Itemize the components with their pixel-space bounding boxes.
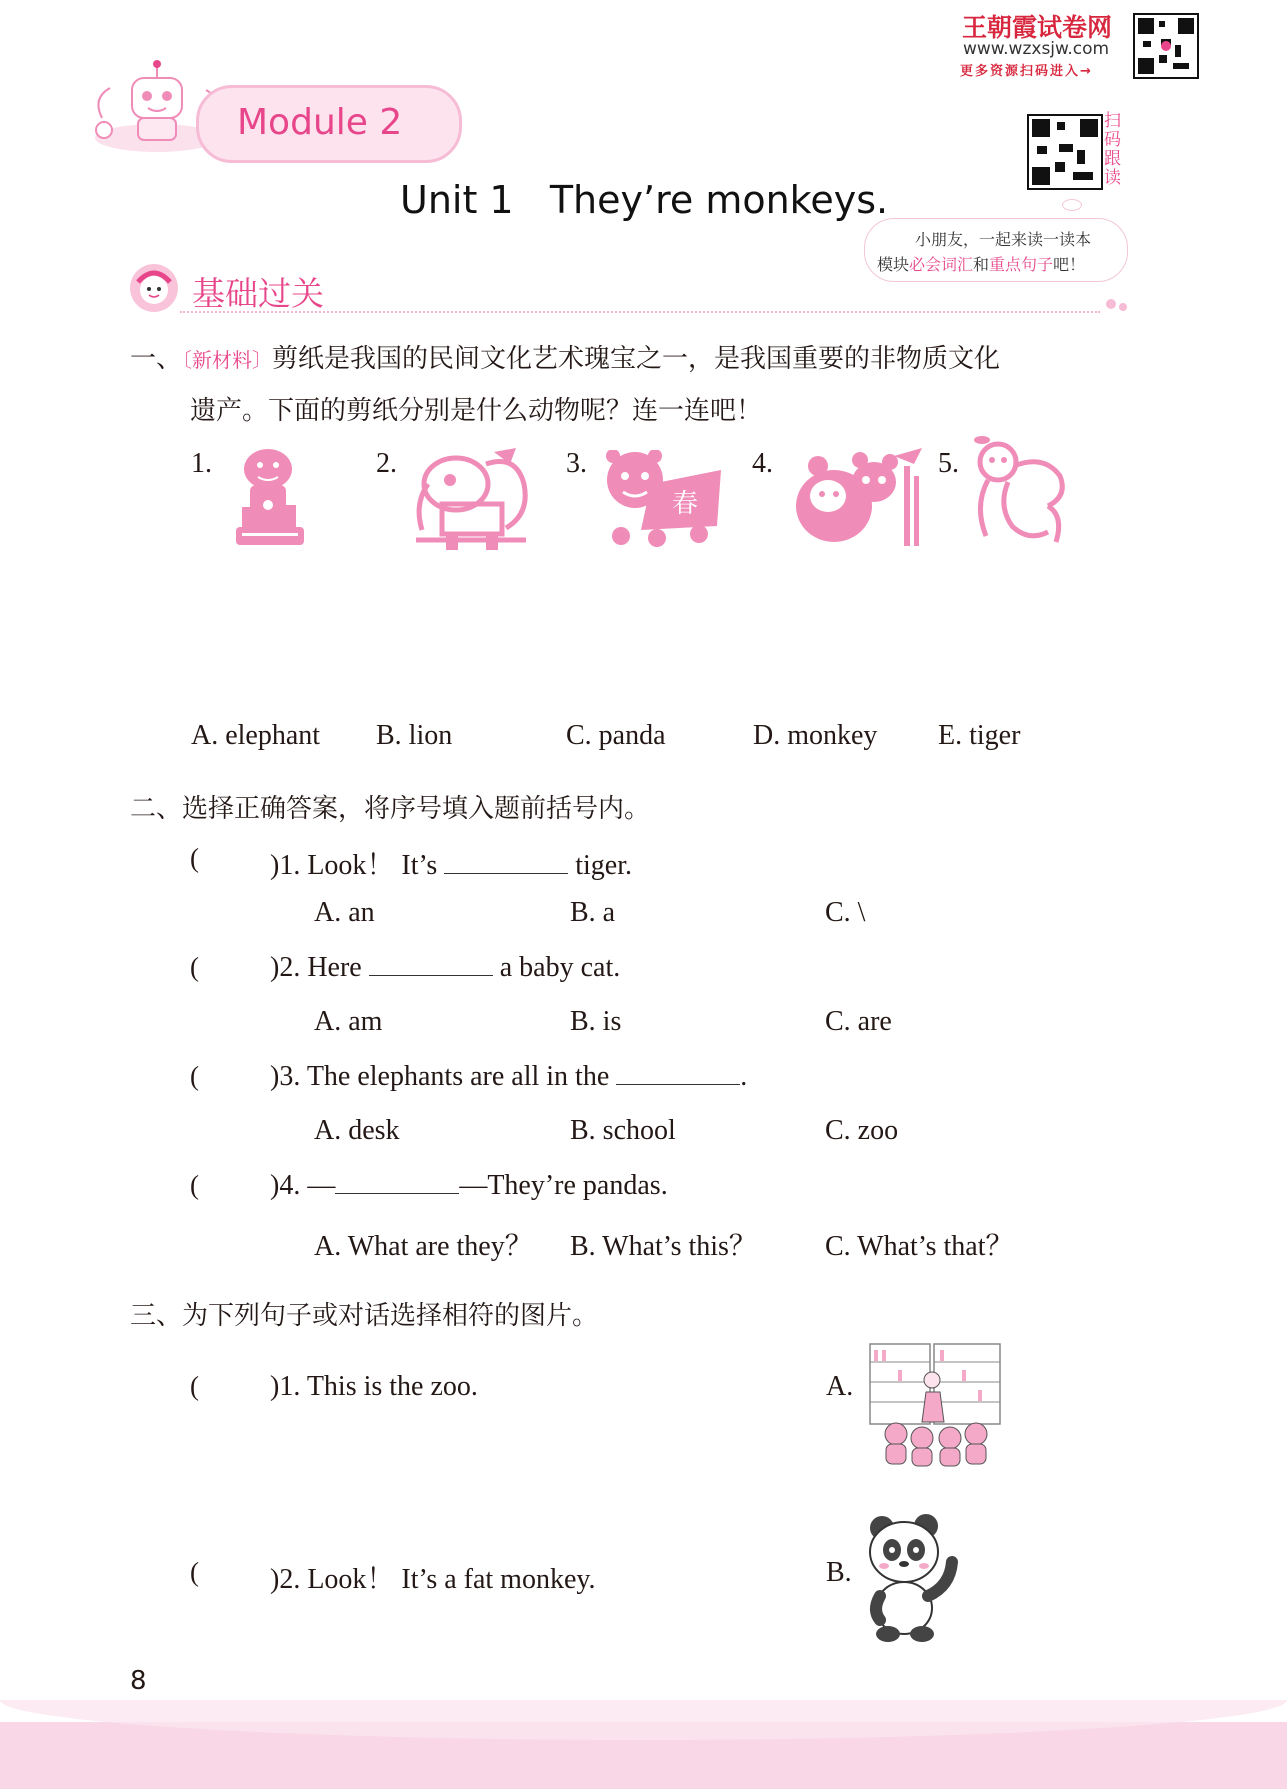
bubble-tail-dot	[1062, 199, 1082, 211]
monkey-papercut-icon[interactable]	[968, 436, 1074, 554]
q4-option-a[interactable]: A. What are they？	[314, 1231, 533, 1262]
answer-slot[interactable]	[204, 843, 270, 877]
girl-avatar-icon	[128, 262, 180, 314]
q3-option-a[interactable]: A. desk	[314, 1115, 400, 1146]
question-1	[270, 843, 632, 883]
q2-option-a[interactable]: A. am	[314, 1006, 383, 1037]
question-text: 1. Look！ It’s	[279, 850, 438, 881]
q2-option-c[interactable]: C. are	[825, 1006, 892, 1037]
tiger-papercut-icon[interactable]	[601, 450, 725, 548]
papercut-number-1: 1.	[191, 448, 212, 479]
picture-question-1	[270, 1371, 478, 1403]
question-2	[270, 952, 620, 984]
q4-option-b[interactable]: B. What’s this？	[570, 1231, 757, 1262]
bubble-text: 和	[973, 257, 990, 274]
fill-blank[interactable]	[369, 953, 493, 976]
divider-dot	[1106, 299, 1116, 309]
papercut-number-2: 2.	[376, 448, 397, 479]
question-text: 2. Look！ It’s a fat monkey.	[279, 1564, 596, 1595]
question-text: 4. —	[279, 1170, 336, 1201]
part1-line2: 遗产。下面的剪纸分别是什么动物呢？连一连吧！	[190, 396, 763, 426]
picture-question-2	[270, 1557, 596, 1597]
lion-papercut-icon[interactable]	[228, 447, 310, 552]
question-text-after: —They’re pandas.	[459, 1170, 668, 1201]
section-divider	[180, 311, 1100, 313]
question-text-after: tiger.	[575, 850, 632, 881]
waving-panda-icon[interactable]	[864, 1510, 964, 1644]
answer-bracket-open: (	[190, 843, 199, 873]
q3-option-c[interactable]: C. zoo	[825, 1115, 899, 1146]
answer-slot[interactable]	[204, 1557, 270, 1591]
follow-read-qr-code-icon[interactable]	[1027, 114, 1103, 190]
bracket-close: )	[270, 850, 280, 881]
part1-number: 一、	[130, 344, 183, 374]
fill-blank[interactable]	[335, 1171, 459, 1194]
question-text-after: a baby cat.	[499, 952, 621, 983]
answer-slot[interactable]	[204, 1371, 270, 1405]
question-3	[270, 1061, 747, 1093]
q3-option-b[interactable]: B. school	[570, 1115, 676, 1146]
bracket-close: )	[270, 1170, 280, 1201]
tiger-papercut-char: 春	[671, 489, 699, 519]
qr-side-label: 扫码跟读	[1104, 111, 1121, 188]
bubble-text: 模块	[877, 257, 910, 274]
part3-title: 三、为下列句子或对话选择相符的图片。	[130, 1301, 599, 1331]
bracket-close: )	[270, 1564, 280, 1595]
bracket-close: )	[270, 952, 280, 983]
answer-slot[interactable]	[204, 952, 270, 986]
bubble-text: 吧！	[1053, 257, 1086, 274]
part2-title: 二、选择正确答案，将序号填入题前括号内。	[130, 794, 651, 824]
match-option-b[interactable]: B. lion	[376, 720, 453, 751]
question-4	[270, 1170, 668, 1202]
papercut-number-4: 4.	[752, 448, 773, 479]
answer-slot[interactable]	[204, 1061, 270, 1095]
divider-dot	[1119, 303, 1127, 311]
fill-blank[interactable]	[444, 851, 568, 874]
part1-text: 剪纸是我国的民间文化艺术瑰宝之一，是我国重要的非物质文化	[272, 344, 1001, 374]
papercut-number-5: 5.	[938, 448, 959, 479]
papercut-number-3: 3.	[566, 448, 587, 479]
module-label: Module 2	[237, 102, 403, 143]
bracket-close: )	[270, 1061, 280, 1092]
bubble-highlight-vocab: 必会词汇	[909, 257, 974, 274]
answer-bracket-open: (	[190, 1170, 199, 1200]
q2-option-b[interactable]: B. is	[570, 1006, 622, 1037]
match-option-a[interactable]: A. elephant	[191, 720, 321, 751]
q1-option-b[interactable]: B. a	[570, 897, 616, 928]
brand-name: 王朝霞试卷网	[962, 13, 1113, 42]
panda-papercut-icon[interactable]	[788, 446, 926, 550]
answer-bracket-open: (	[190, 1557, 199, 1587]
bubble-line1: 小朋友，一起来读一读本	[915, 232, 1092, 249]
brand-qr-code-icon[interactable]	[1133, 13, 1199, 79]
bubble-highlight-sentences: 重点句子	[989, 257, 1054, 274]
speech-bubble	[864, 218, 1128, 282]
unit-title: Unit 1 They’re monkeys.	[400, 178, 889, 222]
brand-url[interactable]: www.wzxsjw.com	[963, 39, 1110, 59]
picture-label-a: A.	[826, 1371, 854, 1402]
page-number: 8	[130, 1666, 147, 1696]
picture-label-b: B.	[826, 1557, 852, 1588]
match-option-d[interactable]: D. monkey	[753, 720, 878, 751]
answer-slot[interactable]	[204, 1170, 270, 1204]
library-teacher-children-icon[interactable]	[868, 1342, 1004, 1468]
q4-option-c[interactable]: C. What’s that？	[825, 1231, 1014, 1262]
part1-line1	[130, 338, 1000, 375]
part1-tag: 〔新材料〕	[182, 348, 273, 372]
bracket-close: )	[270, 1371, 280, 1402]
brand-tagline: 更多资源扫码进入→	[960, 64, 1093, 79]
bubble-line2	[877, 252, 1085, 275]
match-option-c[interactable]: C. panda	[566, 720, 666, 751]
q1-option-c[interactable]: C. \	[825, 897, 866, 928]
answer-bracket-open: (	[190, 1061, 199, 1091]
question-text: 2. Here	[279, 952, 362, 983]
question-text: 3. The elephants are all in the	[279, 1061, 610, 1092]
q1-option-a[interactable]: A. an	[314, 897, 375, 928]
module-badge	[196, 85, 462, 163]
fill-blank[interactable]	[616, 1062, 740, 1085]
question-text-after: .	[740, 1061, 748, 1092]
section-title: 基础过关	[192, 274, 324, 313]
answer-bracket-open: (	[190, 1371, 199, 1401]
match-option-e[interactable]: E. tiger	[938, 720, 1021, 751]
answer-bracket-open: (	[190, 952, 199, 982]
elephant-papercut-icon[interactable]	[406, 444, 534, 554]
question-text: 1. This is the zoo.	[279, 1371, 478, 1402]
